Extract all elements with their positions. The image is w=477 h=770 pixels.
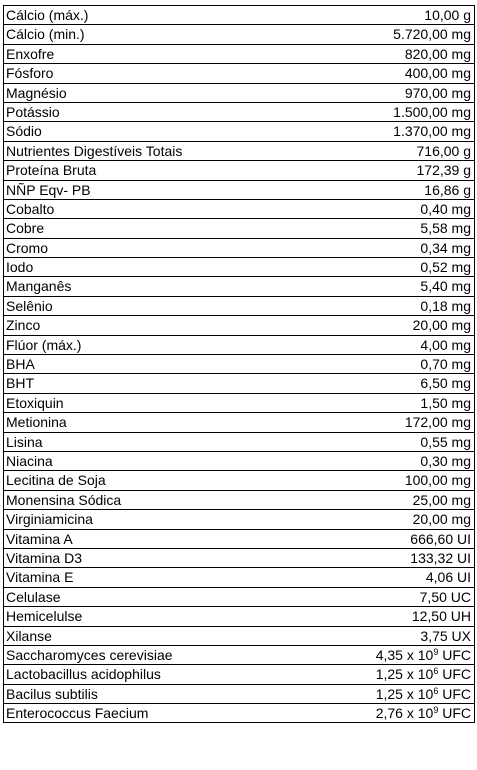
nutrient-name: Metionina bbox=[6, 414, 67, 431]
table-row bbox=[3, 413, 475, 432]
table-row bbox=[3, 181, 475, 200]
nutrient-value bbox=[336, 646, 474, 664]
table-row bbox=[3, 452, 475, 471]
table-row bbox=[3, 297, 475, 316]
nutrient-value bbox=[336, 685, 474, 703]
nutrient-name: Vitamina E bbox=[6, 569, 74, 586]
table-row bbox=[3, 433, 475, 452]
nutrient-name: Manganês bbox=[6, 278, 72, 295]
table-row bbox=[3, 336, 475, 355]
table-row bbox=[3, 588, 475, 607]
nutrient-name: Hemicelulse bbox=[6, 608, 83, 625]
table-row bbox=[3, 355, 475, 374]
nutrient-value: 10,00 g bbox=[424, 7, 471, 23]
nutrient-name: NÑP Eqv- PB bbox=[6, 181, 91, 198]
nutrient-table bbox=[3, 5, 475, 723]
table-row bbox=[3, 549, 475, 568]
table-row bbox=[3, 64, 475, 83]
value-mantissa: 4,35 x 10 bbox=[375, 646, 434, 663]
value-mantissa: 2,76 x 10 bbox=[375, 705, 434, 722]
nutrient-name: Zinco bbox=[6, 317, 41, 334]
nutrient-value: 1.500,00 mg bbox=[393, 103, 471, 120]
nutrient-name: Enxofre bbox=[6, 45, 55, 62]
nutrient-name: Etoxiquin bbox=[6, 394, 64, 411]
nutrient-value: 172,00 mg bbox=[404, 414, 471, 431]
nutrient-name: Cálcio (min.) bbox=[6, 26, 85, 43]
table-row bbox=[3, 491, 475, 510]
table-row bbox=[3, 277, 475, 296]
nutrient-name: Vitamina D3 bbox=[6, 549, 83, 566]
table-row bbox=[3, 161, 475, 180]
nutrient-name: Celulase bbox=[6, 588, 61, 605]
nutrient-value: 5,40 mg bbox=[420, 278, 471, 295]
nutrient-name: Lactobacillus acidophilus bbox=[6, 666, 161, 683]
nutrient-name: Xilanse bbox=[6, 627, 52, 644]
nutrient-name: Lecitina de Soja bbox=[6, 472, 106, 489]
value-exponent: 9 bbox=[433, 646, 439, 657]
nutrient-name: BHA bbox=[6, 356, 35, 373]
nutrient-value: 4,00 mg bbox=[420, 336, 471, 353]
table-row bbox=[3, 122, 475, 141]
nutrient-name: Iodo bbox=[6, 259, 34, 276]
nutrient-value: 6,50 mg bbox=[420, 375, 471, 392]
table-row bbox=[3, 627, 475, 646]
nutrient-value: 5.720,00 mg bbox=[393, 26, 471, 43]
nutrient-name: Niacina bbox=[6, 452, 53, 469]
nutrient-value: 0,70 mg bbox=[420, 356, 471, 373]
nutrient-name: Vitamina A bbox=[6, 530, 73, 547]
table-row bbox=[3, 665, 475, 684]
table-row bbox=[3, 45, 475, 64]
nutrient-value: 970,00 mg bbox=[404, 84, 471, 101]
nutrient-name: Cobre bbox=[6, 220, 45, 237]
nutrient-name: Potássio bbox=[6, 103, 60, 120]
table-row bbox=[3, 258, 475, 277]
nutrient-name: Monensina Sódica bbox=[6, 491, 122, 508]
nutrient-name: Fósforo bbox=[6, 65, 54, 82]
table-row bbox=[3, 607, 475, 626]
table-row bbox=[3, 25, 475, 44]
value-exponent: 9 bbox=[433, 705, 439, 716]
nutrient-value: 16,86 g bbox=[424, 181, 471, 198]
nutrient-name: Bacilus subtilis bbox=[6, 685, 98, 702]
table-row bbox=[3, 103, 475, 122]
nutrient-value: 4,06 UI bbox=[425, 569, 471, 586]
table-row bbox=[3, 704, 475, 723]
nutrient-name: Sódio bbox=[6, 123, 42, 140]
nutrient-value: 172,39 g bbox=[416, 162, 471, 179]
nutrient-value: 820,00 mg bbox=[404, 45, 471, 62]
nutrient-value: 666,60 UI bbox=[410, 530, 471, 547]
nutrient-value: 20,00 mg bbox=[412, 317, 471, 334]
nutrient-value: 1,50 mg bbox=[420, 394, 471, 411]
nutrient-name: BHT bbox=[6, 375, 34, 392]
table-row bbox=[3, 568, 475, 587]
table-row bbox=[3, 219, 475, 238]
value-unit: UFC bbox=[438, 685, 471, 702]
value-unit: UFC bbox=[438, 705, 471, 722]
nutrient-value: 400,00 mg bbox=[404, 65, 471, 82]
value-mantissa: 1,25 x 10 bbox=[375, 666, 434, 683]
nutrient-name: Virginiamicina bbox=[6, 511, 93, 528]
value-unit: UFC bbox=[438, 666, 471, 683]
table-row bbox=[3, 142, 475, 161]
nutrient-value: 3,75 UX bbox=[420, 627, 471, 644]
nutrient-value: 5,58 mg bbox=[420, 220, 471, 237]
table-row bbox=[3, 530, 475, 549]
table-row bbox=[3, 510, 475, 529]
nutrient-value: 0,40 mg bbox=[420, 200, 471, 217]
nutrient-value: 0,30 mg bbox=[420, 452, 471, 469]
table-row bbox=[3, 646, 475, 665]
nutrient-name: Cobalto bbox=[6, 200, 55, 217]
table-row bbox=[3, 84, 475, 103]
nutrient-value: 20,00 mg bbox=[412, 511, 471, 528]
table-row bbox=[3, 471, 475, 490]
table-row bbox=[3, 239, 475, 258]
nutrient-value: 7,50 UC bbox=[419, 588, 471, 605]
table-row bbox=[3, 316, 475, 335]
value-mantissa: 1,25 x 10 bbox=[375, 685, 434, 702]
nutrient-name: Magnésio bbox=[6, 84, 67, 101]
nutrient-value: 133,32 UI bbox=[410, 549, 471, 566]
nutrient-name: Saccharomyces cerevisiae bbox=[6, 646, 173, 663]
value-unit: UFC bbox=[438, 646, 471, 663]
nutrient-value: 1.370,00 mg bbox=[393, 123, 471, 140]
nutrient-name: Proteína Bruta bbox=[6, 162, 97, 179]
nutrient-value bbox=[336, 665, 474, 683]
nutrient-name: Cromo bbox=[6, 239, 49, 256]
table-row bbox=[3, 200, 475, 219]
nutrient-name: Selênio bbox=[6, 297, 53, 314]
nutrient-value: 716,00 g bbox=[416, 142, 471, 159]
nutrient-value: 0,52 mg bbox=[420, 259, 471, 276]
nutrient-name: Lisina bbox=[6, 433, 43, 450]
nutrient-value: 0,55 mg bbox=[420, 433, 471, 450]
nutrient-value: 100,00 mg bbox=[404, 472, 471, 489]
nutrient-value: 0,18 mg bbox=[420, 297, 471, 314]
value-exponent: 6 bbox=[433, 666, 439, 677]
nutrient-name: Cálcio (máx.) bbox=[6, 7, 89, 23]
table-row bbox=[3, 394, 475, 413]
value-exponent: 6 bbox=[433, 685, 439, 696]
nutrient-value: 0,34 mg bbox=[420, 239, 471, 256]
nutrient-value: 12,50 UH bbox=[411, 608, 471, 625]
nutrient-name: Flúor (máx.) bbox=[6, 336, 82, 353]
nutrient-value: 25,00 mg bbox=[412, 491, 471, 508]
nutrient-name: Nutrientes Digestíveis Totais bbox=[6, 142, 183, 159]
table-row bbox=[3, 685, 475, 704]
table-row bbox=[3, 6, 475, 25]
nutrient-name: Enterococcus Faecium bbox=[6, 705, 149, 722]
table-row bbox=[3, 374, 475, 393]
nutrient-value bbox=[336, 704, 474, 722]
